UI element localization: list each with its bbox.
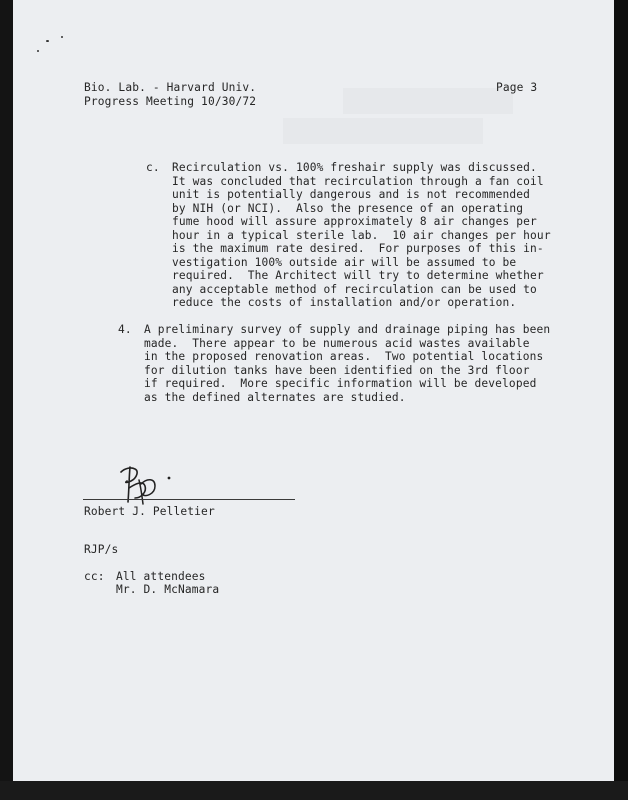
item-c-line: vestigation 100% outside air will be assumed to be bbox=[172, 256, 517, 269]
item-c-line: fume hood will assure approximately 8 air changes per bbox=[172, 215, 537, 228]
item-c-marker: c. bbox=[146, 161, 160, 174]
item-4-line: if required. More specific information will be developed bbox=[144, 377, 537, 390]
speck bbox=[61, 36, 63, 38]
bleed-through-mark bbox=[283, 118, 483, 144]
item-4-line: made. There appear to be numerous acid wastes available bbox=[144, 337, 530, 350]
cc-recipient: All attendees bbox=[116, 570, 206, 583]
item-c-line: hour in a typical sterile lab. 10 air changes per hour bbox=[172, 229, 551, 242]
item-c-line: It was concluded that recirculation through a fan coil bbox=[172, 175, 544, 188]
item-c-line: reduce the costs of installation and/or operation. bbox=[172, 296, 517, 309]
document-page bbox=[13, 0, 614, 781]
item-4-marker: 4. bbox=[118, 323, 132, 336]
item-c-line: required. The Architect will try to determine whether bbox=[172, 269, 544, 282]
item-c-line: Recirculation vs. 100% freshair supply was discussed. bbox=[172, 161, 537, 174]
signatory-name: Robert J. Pelletier bbox=[84, 505, 215, 518]
speck bbox=[37, 50, 39, 52]
cc-recipient: Mr. D. McNamara bbox=[116, 583, 220, 596]
item-c-line: is the maximum rate desired. For purposes of this in- bbox=[172, 242, 544, 255]
typist-initials: RJP/s bbox=[84, 543, 119, 556]
item-c-line: any acceptable method of recirculation can be used to bbox=[172, 283, 537, 296]
bleed-through-mark bbox=[343, 88, 513, 114]
page-number: Page 3 bbox=[496, 81, 538, 94]
scan-border-bottom bbox=[0, 781, 628, 800]
header-left-line2: Progress Meeting 10/30/72 bbox=[84, 95, 257, 108]
item-4-line: as the defined alternates are studied. bbox=[144, 391, 406, 404]
item-c-line: unit is potentially dangerous and is not recommended bbox=[172, 188, 531, 201]
item-4-line: A preliminary survey of supply and drainage piping has been bbox=[144, 323, 551, 336]
scan-border-right bbox=[614, 0, 628, 800]
header-left-line1: Bio. Lab. - Harvard Univ. bbox=[84, 81, 257, 94]
signature-line bbox=[83, 499, 295, 500]
item-4-line: for dilution tanks have been identified on the 3rd floor bbox=[144, 364, 530, 377]
item-c-line: by NIH (or NCI). Also the presence of an operating bbox=[172, 202, 524, 215]
item-4-line: in the proposed renovation areas. Two potential locations bbox=[144, 350, 544, 363]
cc-label: cc: bbox=[84, 570, 105, 583]
speck bbox=[46, 40, 49, 42]
